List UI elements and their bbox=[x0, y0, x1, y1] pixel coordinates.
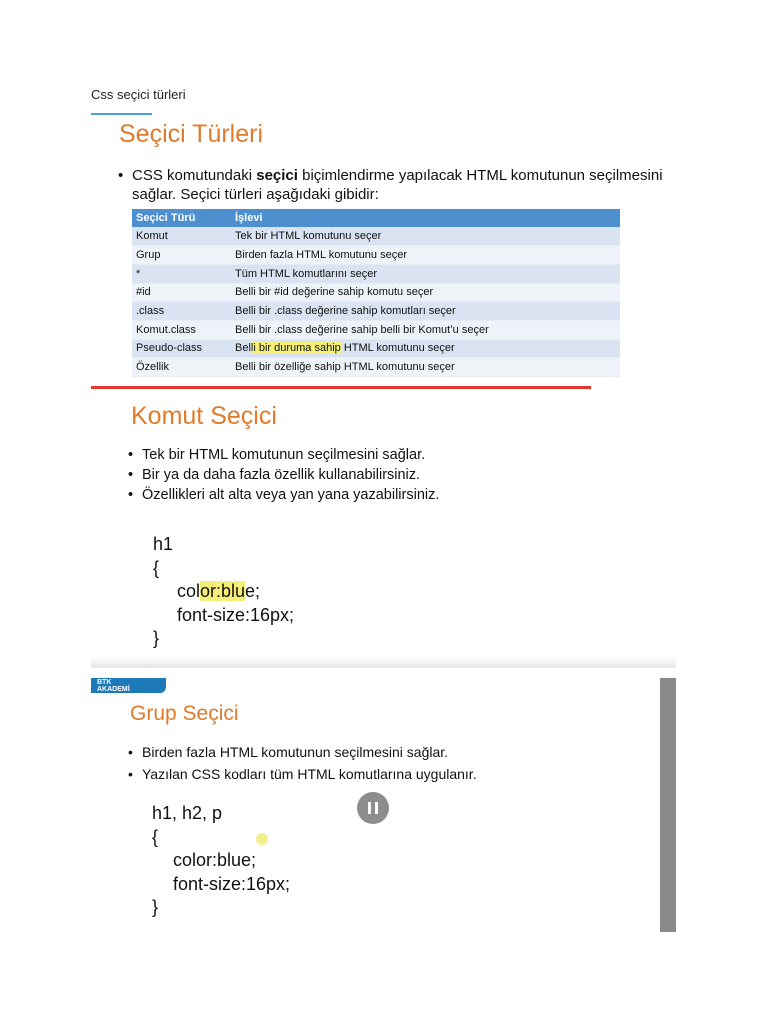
cursor-highlight bbox=[256, 833, 268, 845]
code-block bbox=[152, 802, 290, 920]
code-open-brace: { bbox=[152, 826, 159, 847]
table-cell: Komut.class bbox=[132, 320, 231, 339]
document-title: Css seçici türleri bbox=[91, 87, 186, 102]
bullet-bold-term: seçici bbox=[256, 167, 298, 184]
scrollbar[interactable] bbox=[660, 678, 676, 932]
bullet-list bbox=[118, 166, 666, 204]
table-cell: Belli bir .class değerine sahip komutları seçer bbox=[231, 302, 620, 321]
bullet-item: • Birden fazla HTML komutunun seçilmesini sağlar. bbox=[128, 741, 477, 763]
table-cell: Komut bbox=[132, 227, 231, 246]
table-header-row bbox=[132, 209, 620, 227]
table-row bbox=[132, 264, 620, 283]
table-cell: .class bbox=[132, 302, 231, 321]
bullet-item: • Yazılan CSS kodları tüm HTML komutlarına uygulanır. bbox=[128, 763, 477, 785]
logo-text-sub: AKADEMİ bbox=[97, 686, 130, 693]
code-line: font-size:16px; bbox=[177, 604, 295, 625]
slide-title: Seçici Türleri bbox=[119, 120, 264, 148]
table-row bbox=[132, 227, 620, 246]
pause-icon[interactable] bbox=[357, 792, 389, 824]
bullet-text-end: biçimlendirme yapılacak HTML komutunun seçilmesini sağlar. Seçici türleri aşağıdaki gibidir: bbox=[132, 167, 663, 203]
title-underline bbox=[91, 113, 152, 115]
table-cell: Pseudo-class bbox=[132, 339, 231, 358]
table-cell: Birden fazla HTML komutunu seçer bbox=[231, 246, 620, 265]
code-block bbox=[153, 533, 294, 651]
slide-grup-secici bbox=[91, 678, 676, 932]
slide-title: Komut Seçici bbox=[131, 402, 277, 430]
cell-text: Bel bbox=[235, 342, 251, 355]
code-line bbox=[153, 580, 294, 604]
video-progress-bar bbox=[91, 386, 591, 389]
table-row bbox=[132, 246, 620, 265]
bullet-list bbox=[128, 445, 439, 505]
code-open-brace: { bbox=[153, 557, 160, 578]
table-cell: Grup bbox=[132, 246, 231, 265]
table-header-cell: İşlevi bbox=[231, 209, 620, 227]
slide-secici-turleri bbox=[91, 116, 676, 389]
table-cell: Tek bir HTML komutunu seçer bbox=[231, 227, 620, 246]
code-close-brace: } bbox=[153, 628, 160, 648]
table-header-cell: Seçici Türü bbox=[132, 209, 231, 227]
code-text: e; bbox=[245, 581, 261, 601]
slide-title: Grup Seçici bbox=[130, 702, 239, 725]
table-cell-highlighted bbox=[231, 339, 620, 358]
table-cell: Belli bir özelliğe sahip HTML komutunu seçer bbox=[231, 358, 620, 377]
table-cell: Belli bir .class değerine sahip belli bir Komut’u seçer bbox=[231, 320, 620, 339]
slide-divider bbox=[91, 656, 676, 668]
code-close-brace: } bbox=[152, 897, 159, 917]
table-cell: Belli bir #id değerine sahip komutu seçer bbox=[231, 283, 620, 302]
highlighted-code: or:blu bbox=[200, 581, 246, 601]
table-row bbox=[132, 283, 620, 302]
table-row bbox=[132, 302, 620, 321]
bullet-item: • Özellikleri alt alta veya yan yana yazabilirsiniz. bbox=[128, 485, 439, 505]
code-line: font-size:16px; bbox=[173, 873, 291, 894]
bullet-item: • Tek bir HTML komutunun seçilmesini sağlar. bbox=[128, 445, 439, 465]
table-row bbox=[132, 358, 620, 377]
selector-types-table bbox=[132, 209, 620, 377]
table-row bbox=[132, 320, 620, 339]
bullet-list bbox=[128, 741, 477, 785]
table-cell: #id bbox=[132, 283, 231, 302]
table-row bbox=[132, 339, 620, 358]
table-cell: * bbox=[132, 264, 231, 283]
bullet-item bbox=[118, 166, 666, 204]
code-text: col bbox=[177, 581, 201, 601]
bullet-text-start: CSS komutundaki bbox=[132, 167, 257, 184]
table-cell: Özellik bbox=[132, 358, 231, 377]
logo-text-main: BTK bbox=[97, 679, 112, 686]
code-selector: h1, h2, p bbox=[152, 803, 223, 823]
highlighted-text: li bir duruma sahip bbox=[250, 342, 341, 355]
cell-text: HTML komutunu seçer bbox=[340, 342, 455, 355]
code-selector: h1 bbox=[153, 534, 174, 554]
code-line: color:blue; bbox=[173, 850, 257, 870]
table-cell: Tüm HTML komutlarını seçer bbox=[231, 264, 620, 283]
pause-bar bbox=[368, 802, 371, 814]
slide-komut-secici bbox=[91, 392, 676, 668]
bullet-item: • Bir ya da daha fazla özellik kullanabilirsiniz. bbox=[128, 465, 439, 485]
pause-bar bbox=[375, 802, 378, 814]
btk-akademi-logo bbox=[91, 678, 166, 693]
